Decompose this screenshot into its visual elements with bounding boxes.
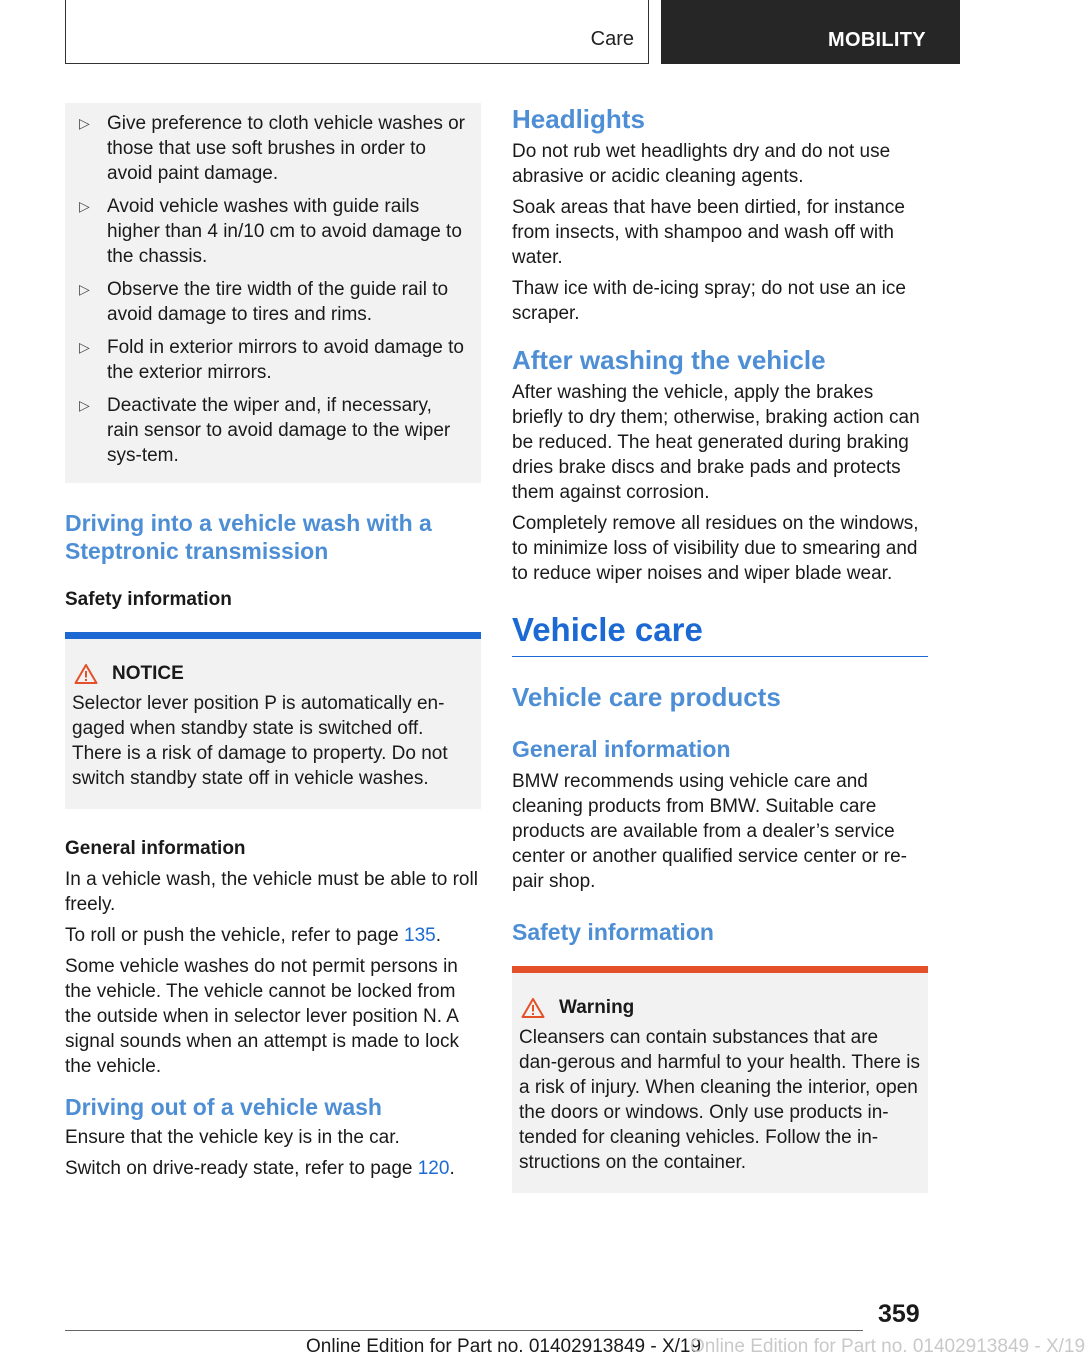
notice-text: Selector lever position P is automatically en‐gaged when standby state is switched off. There is a risk of damage to property. Do not switch standby state off in vehicle washes. <box>72 693 448 789</box>
right-column <box>512 103 928 1193</box>
footer-rule <box>65 1330 863 1331</box>
triangle-bullet-icon: ▷ <box>79 397 90 413</box>
persons-in-vehicle-paragraph: Some vehicle washes do not permit persons in the vehicle. The vehicle cannot be locked from the outside when in selector lever position N. A signal sounds when an attempt is made to lock the vehicle. <box>65 956 459 1077</box>
triangle-bullet-icon: ▷ <box>79 339 90 355</box>
general-information-label: General information <box>65 838 246 859</box>
steptronic-heading: Driving into a vehicle wash with a Steptronic transmission <box>65 510 432 564</box>
warning-title: Warning <box>559 997 635 1018</box>
vehicle-care-title: Vehicle care <box>512 611 703 648</box>
list-item: ▷ Deactivate the wiper and, if necessary, rain sensor to avoid damage to the wiper sys‐tem. <box>79 395 451 466</box>
vehicle-wash-tips-box <box>65 103 481 483</box>
list-item: ▷ Give preference to cloth vehicle washes or those that use soft brushes in order to avoid paint damage. <box>79 113 466 184</box>
footer-watermark: Online Edition for Part no. 01402913849 - X/19 <box>690 1336 1085 1357</box>
warning-box <box>512 966 928 1193</box>
notice-heading <box>74 663 474 685</box>
headlights-heading: Headlights <box>512 104 645 134</box>
headlights-paragraph-3: Thaw ice with de-icing spray; do not use an ice scraper. <box>512 278 906 324</box>
triangle-bullet-icon: ▷ <box>79 198 90 214</box>
notice-box <box>65 632 481 809</box>
drive-ready-paragraph: Switch on drive-ready state, refer to page 120. <box>65 1158 455 1179</box>
roll-push-paragraph: To roll or push the vehicle, refer to page 135. <box>65 925 442 946</box>
general-information-paragraph: BMW recommends using vehicle care and cleaning products from BMW. Suitable care products are available from a dealer’s service center or another qualified service center or re‐pair shop. <box>512 771 907 892</box>
list-item: ▷ Avoid vehicle washes with guide rails higher than 4 in/10 cm to avoid damage to the chassis. <box>79 196 462 267</box>
after-washing-paragraph-2: Completely remove all residues on the windows, to minimize loss of visibility due to smearing and to reduce wiper noises and wiper blade wear. <box>512 513 919 584</box>
triangle-bullet-icon: ▷ <box>79 281 90 297</box>
safety-information-heading: Safety information <box>512 919 714 945</box>
list-item: ▷ Observe the tire width of the guide rail to avoid damage to tires and rims. <box>79 279 449 325</box>
after-washing-paragraph-1: After washing the vehicle, apply the brakes briefly to dry them; otherwise, braking action can be reduced. The heat generated during braking dries brake discs and brake pads and protects them against corrosion. <box>512 382 920 503</box>
header-section-title: Care <box>590 28 634 50</box>
notice-title: NOTICE <box>112 663 184 684</box>
drive-out-heading: Driving out of a vehicle wash <box>65 1094 382 1120</box>
vehicle-wash-tips-list <box>79 111 467 468</box>
page-number: 359 <box>878 1300 920 1328</box>
general-information-heading: General information <box>512 736 731 762</box>
headlights-paragraph-1: Do not rub wet headlights dry and do not use abrasive or acidic cleaning agents. <box>512 141 891 187</box>
title-rule <box>512 656 928 657</box>
roll-freely-paragraph: In a vehicle wash, the vehicle must be able to roll freely. <box>65 869 478 915</box>
safety-information-label: Safety information <box>65 589 232 610</box>
header-chapter-title: MOBILITY <box>828 29 926 51</box>
footer-edition-text: Online Edition for Part no. 01402913849 - X/19 <box>306 1336 702 1357</box>
warning-triangle-icon <box>521 997 545 1019</box>
vehicle-care-products-heading: Vehicle care products <box>512 682 781 712</box>
warning-text: Cleansers can contain substances that are dan‐gerous and harmful to your health. There is a risk of injury. When cleaning the interior, open the doors or windows. Only use products in‐tended for cleaning vehicles. Follow the in‐structions on the container. <box>519 1027 920 1173</box>
warning-heading <box>521 997 921 1019</box>
header-section-box <box>65 0 649 64</box>
vehicle-key-paragraph: Ensure that the vehicle key is in the car. <box>65 1127 400 1148</box>
header-chapter-tab <box>661 0 960 64</box>
left-column <box>65 103 481 1181</box>
page-link-135[interactable]: 135 <box>404 925 436 946</box>
headlights-paragraph-2: Soak areas that have been dirtied, for instance from insects, with shampoo and wash off with water. <box>512 197 905 268</box>
warning-triangle-icon <box>74 663 98 685</box>
list-item: ▷ Fold in exterior mirrors to avoid damage to the exterior mirrors. <box>79 337 464 383</box>
page-link-120[interactable]: 120 <box>417 1158 450 1179</box>
triangle-bullet-icon: ▷ <box>79 115 90 131</box>
after-washing-heading: After washing the vehicle <box>512 345 826 375</box>
